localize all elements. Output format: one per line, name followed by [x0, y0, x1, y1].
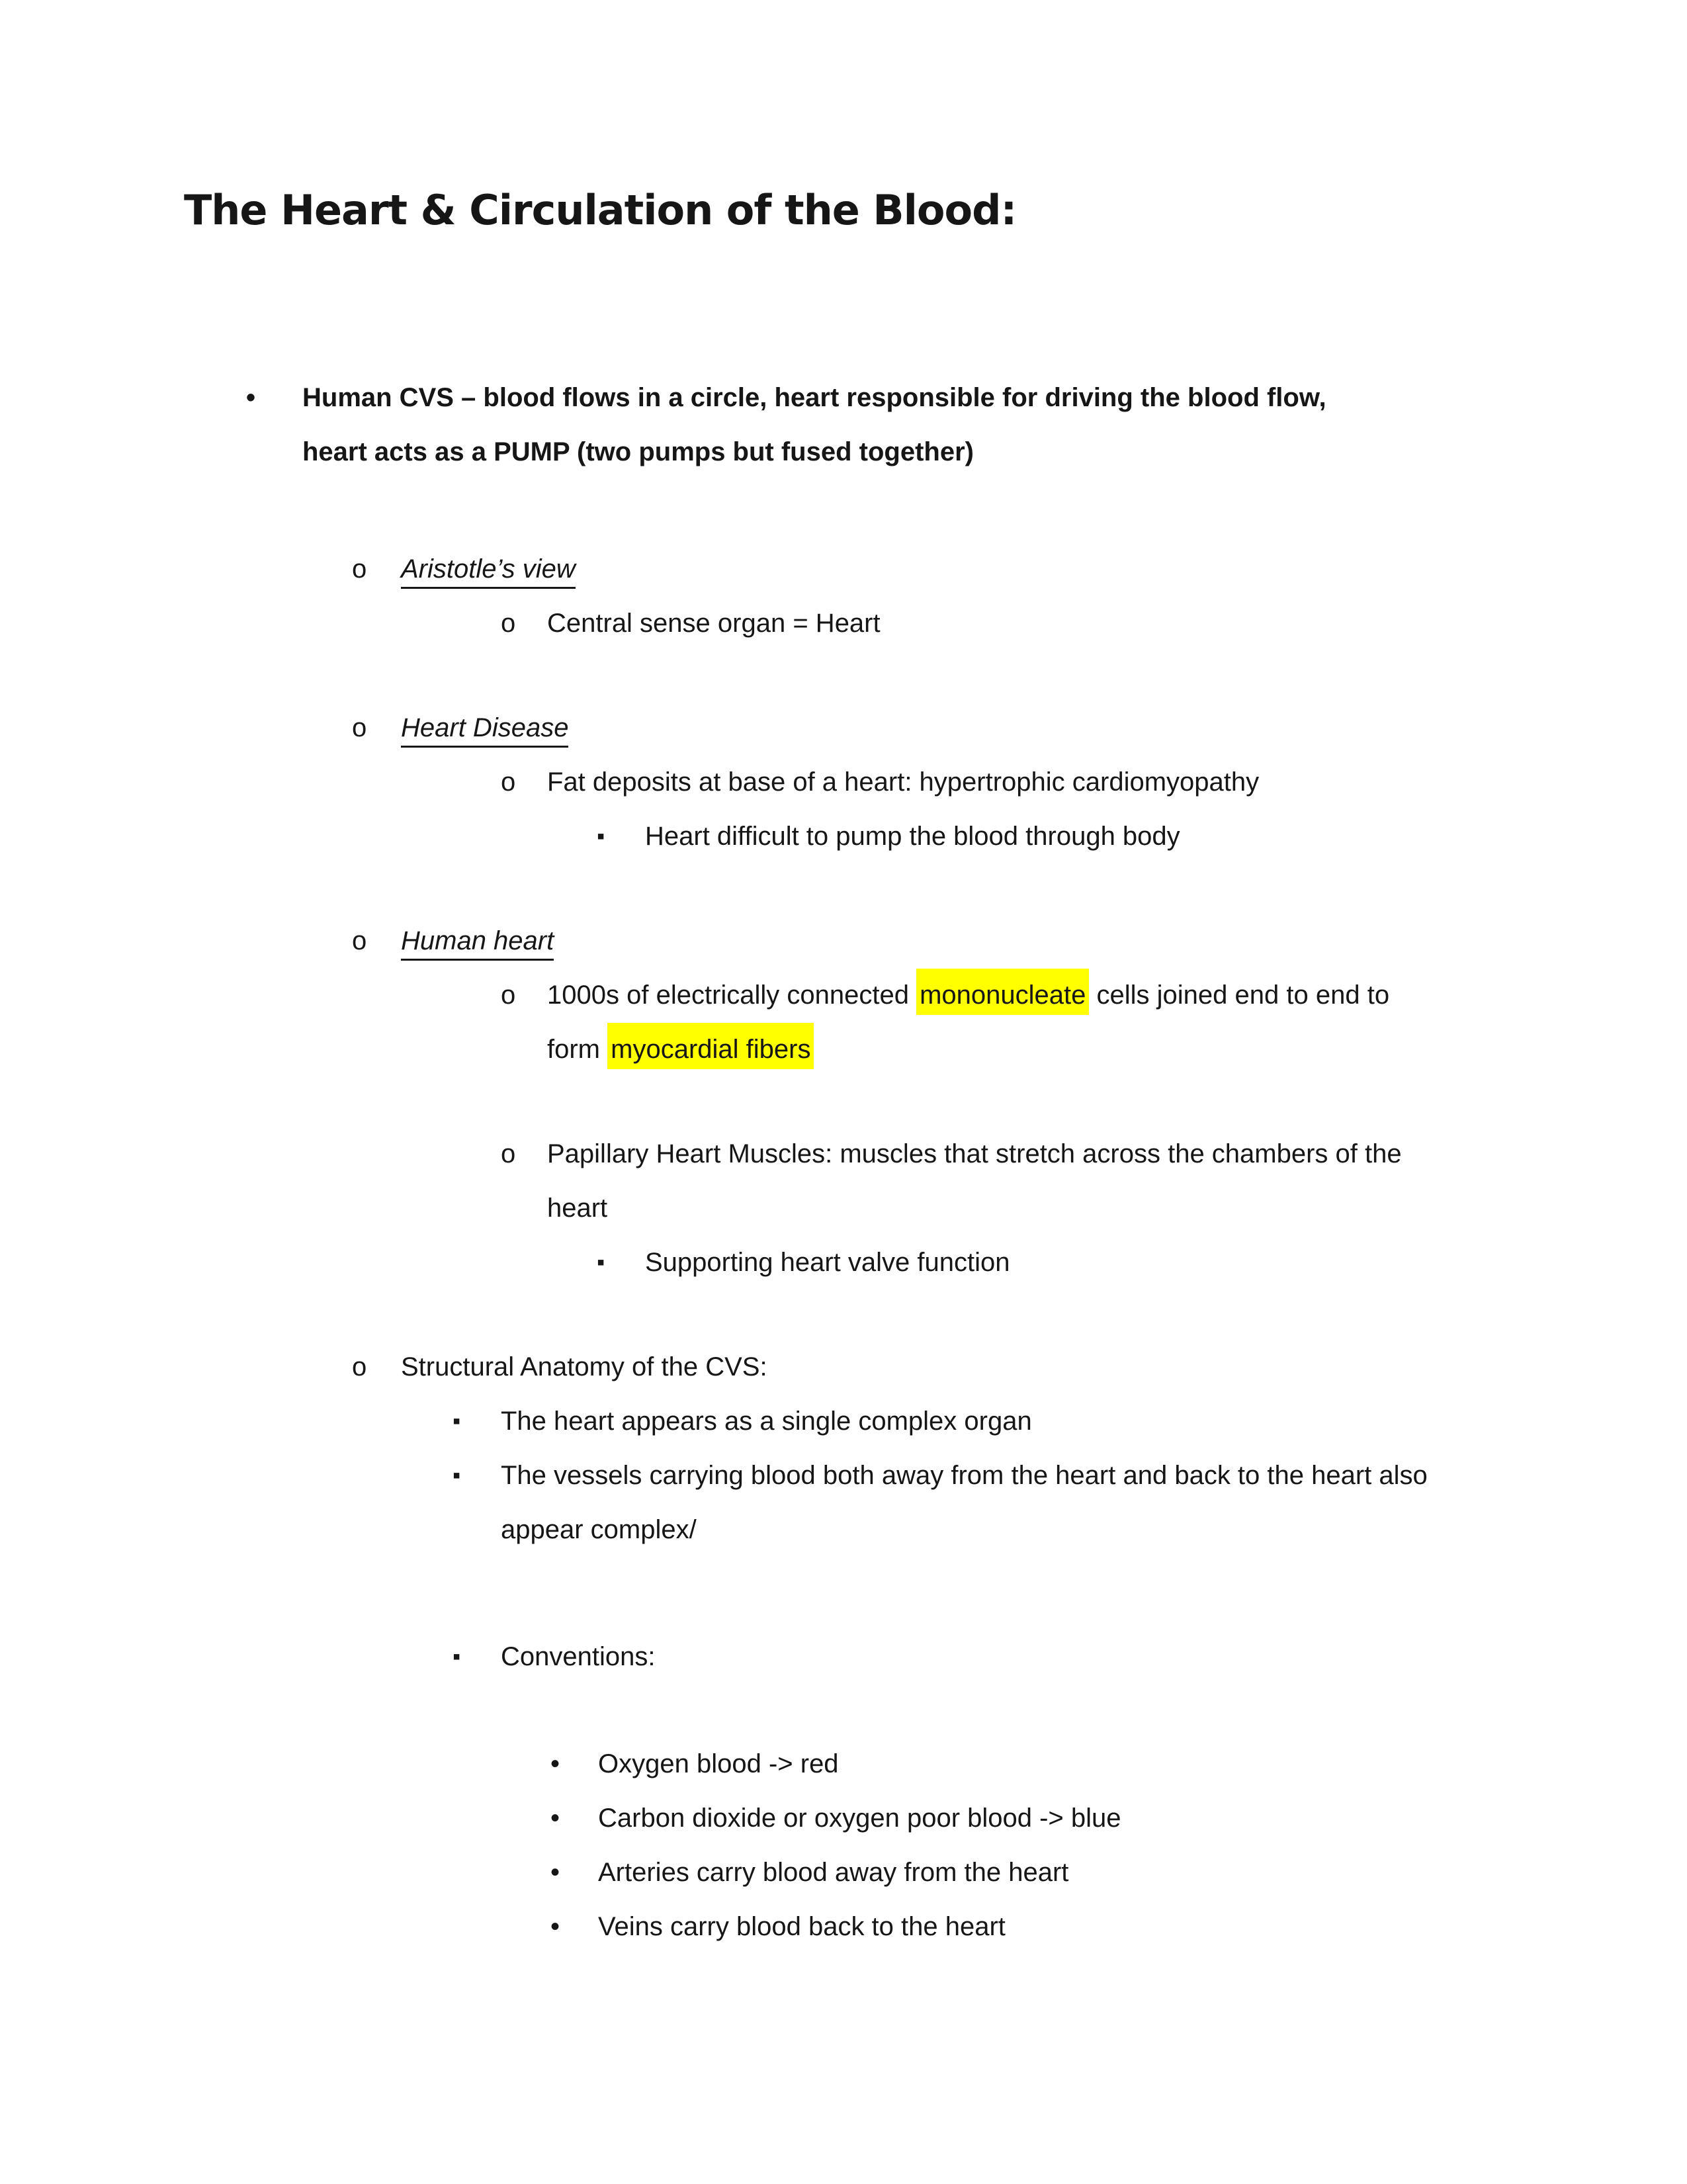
page-title: The Heart & Circulation of the Blood: — [184, 186, 1017, 234]
heart-disease-heading: Heart Disease — [401, 713, 568, 748]
highlight-mononucleate: mononucleate — [916, 969, 1089, 1015]
conventions-label-item — [0, 1630, 1429, 1684]
bullet-square-icon: ▪ — [597, 824, 605, 849]
myocardial-item — [0, 968, 1429, 1076]
human-heart-heading-item — [0, 914, 1429, 968]
fat-deposits-text: Fat deposits at base of a heart: hypertrophic cardiomyopathy — [547, 767, 1260, 797]
bullet-circle-icon: o — [352, 926, 367, 955]
central-sense-item — [0, 596, 1429, 650]
convention-item — [0, 1737, 1429, 1791]
highlight-myocardial-fibers: myocardial fibers — [607, 1023, 814, 1069]
bullet-disc-icon: • — [550, 1804, 560, 1833]
bullet-circle-icon: o — [501, 981, 516, 1010]
convention-item — [0, 1900, 1429, 1954]
convention-item — [0, 1845, 1429, 1900]
bullet-disc-icon: • — [550, 1912, 560, 1941]
bullet-square-icon: ▪ — [597, 1250, 605, 1275]
bullet-circle-icon: o — [352, 1352, 367, 1381]
bullet-circle-icon: o — [501, 1139, 516, 1168]
single-organ-text: The heart appears as a single complex organ — [501, 1407, 1032, 1436]
papillary-sub-text: Supporting heart valve function — [645, 1248, 1010, 1277]
fat-deposits-item — [0, 755, 1429, 809]
structural-heading: Structural Anatomy of the CVS: — [401, 1352, 767, 1381]
bullet-square-icon: ▪ — [453, 1409, 461, 1434]
bullet-disc-icon: • — [550, 1858, 560, 1887]
convention-oxygen-text: Oxygen blood -> red — [598, 1749, 839, 1778]
vessels-text: The vessels carrying blood both away from the heart and back to the heart also appear complex/ — [501, 1461, 1428, 1544]
vessels-item — [0, 1448, 1429, 1557]
single-organ-item — [0, 1394, 1429, 1448]
convention-co2-text: Carbon dioxide or oxygen poor blood -> blue — [598, 1804, 1121, 1833]
bullet-circle-icon: o — [352, 554, 367, 584]
text-segment: cells joined end to end to form — [547, 981, 1390, 1064]
convention-arteries-text: Arteries carry blood away from the heart — [598, 1858, 1069, 1887]
central-sense-text: Central sense organ = Heart — [547, 609, 881, 638]
bullet-disc-icon: • — [246, 383, 256, 412]
bullet-circle-icon: o — [501, 609, 516, 638]
conventions-label: Conventions: — [501, 1642, 656, 1671]
papillary-sub-item — [0, 1235, 1429, 1289]
human-heart-heading: Human heart — [401, 926, 554, 961]
convention-item — [0, 1791, 1429, 1845]
bullet-square-icon: ▪ — [453, 1644, 461, 1669]
pump-difficulty-text: Heart difficult to pump the blood through body — [645, 822, 1180, 851]
intro-text: Human CVS – blood flows in a circle, heart responsible for driving the blood flow, heart acts as a PUMP (two pumps but fused together) — [302, 383, 1326, 466]
myocardial-text — [547, 969, 1389, 1069]
papillary-text: Papillary Heart Muscles: muscles that stretch across the chambers of the heart — [547, 1139, 1402, 1223]
text-segment: 1000s of electrically connected — [547, 981, 917, 1010]
convention-veins-text: Veins carry blood back to the heart — [598, 1912, 1006, 1941]
bullet-circle-icon: o — [352, 713, 367, 742]
pump-difficulty-item — [0, 809, 1429, 863]
structural-heading-item — [0, 1340, 1429, 1394]
intro-list-item — [0, 371, 1396, 479]
aristotle-heading: Aristotle’s view — [401, 554, 576, 589]
aristotle-heading-item — [0, 542, 1429, 596]
heart-disease-heading-item — [0, 701, 1429, 755]
bullet-disc-icon: • — [550, 1749, 560, 1778]
bullet-square-icon: ▪ — [453, 1463, 461, 1488]
papillary-item — [0, 1127, 1429, 1235]
bullet-circle-icon: o — [501, 767, 516, 797]
